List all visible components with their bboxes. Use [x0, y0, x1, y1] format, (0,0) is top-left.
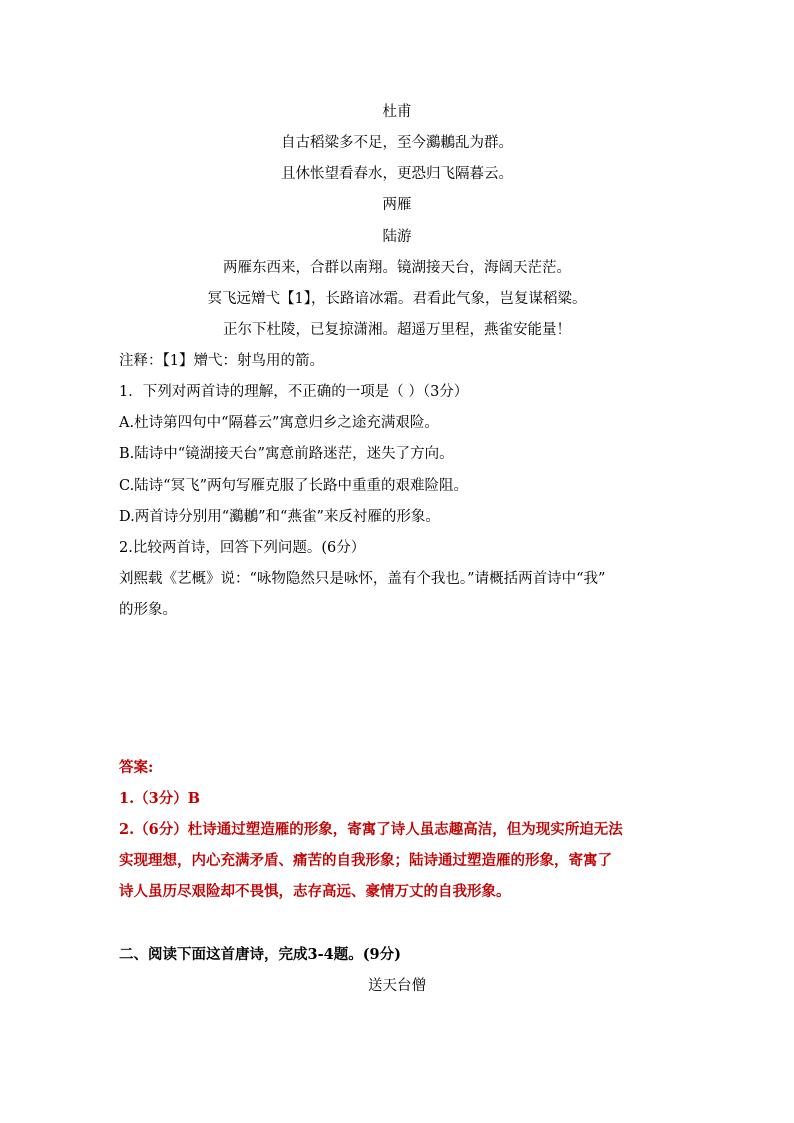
question-1: 1．下列对两首诗的理解，不正确的一项是（ ）（3分）: [119, 384, 469, 400]
poem1-author: 杜甫: [382, 104, 412, 120]
question-2: 2.比较两首诗，回答下列问题。(6分）: [119, 540, 366, 556]
answer-2-line-3: 诗人虽历尽艰险却不畏惧，志存高远、豪情万丈的自我形象。: [119, 883, 511, 900]
poem1-line-1: 自古稻粱多不足，至今鸂鶒乱为群。: [281, 135, 513, 151]
answer-1: 1.（3分）B: [119, 790, 200, 807]
question-2-text-line-1: 刘熙载《艺概》说：“咏物隐然只是咏怀，盖有个我也。”请概括两首诗中“我”: [119, 571, 606, 587]
answer-2-line-1: 2.（6分）杜诗通过塑造雁的形象，寄寓了诗人虽志趣高洁，但为现实所迫无法: [119, 821, 623, 838]
option-c: C.陆诗“冥飞”两句写雁克服了长路中重重的艰难险阻。: [119, 478, 469, 494]
section-2-heading: 二、阅读下面这首唐诗，完成3-4题。(9分): [119, 946, 402, 963]
poem2-title: 两雁: [382, 197, 412, 213]
option-a: A.杜诗第四句中“隔暮云”寓意归乡之途充满艰险。: [119, 415, 439, 431]
option-b: B.陆诗中“镜湖接天台”寓意前路迷茫，迷失了方向。: [119, 446, 454, 462]
poem2-author: 陆游: [382, 229, 412, 245]
option-d: D.两首诗分别用“鸂鶒”和“燕雀”来反衬雁的形象。: [119, 509, 440, 525]
question-2-text-line-2: 的形象。: [119, 602, 177, 618]
section-2-poem-title: 送天台僧: [368, 978, 426, 994]
annotation-note: 注释：【1】矰弋：射鸟用的箭。: [119, 353, 324, 369]
answer-heading: 答案:: [119, 759, 154, 776]
poem2-line-3: 正尔下杜陵，已复掠潇湘。超遥万里程，燕雀安能量！: [223, 322, 571, 338]
answer-2-line-2: 实现理想，内心充满矛盾、痛苦的自我形象；陆诗通过塑造雁的形象，寄寓了: [119, 852, 612, 869]
poem1-line-2: 且休怅望看春水，更恐归飞隔暮云。: [281, 166, 513, 182]
poem2-line-1: 两雁东西来，合群以南翔。镜湖接天台，海阔天茫茫。: [223, 260, 571, 276]
poem2-line-2: 冥飞远矰弋【1】，长路谙冰霜。君看此气象，岂复谋稻粱。: [207, 291, 587, 307]
